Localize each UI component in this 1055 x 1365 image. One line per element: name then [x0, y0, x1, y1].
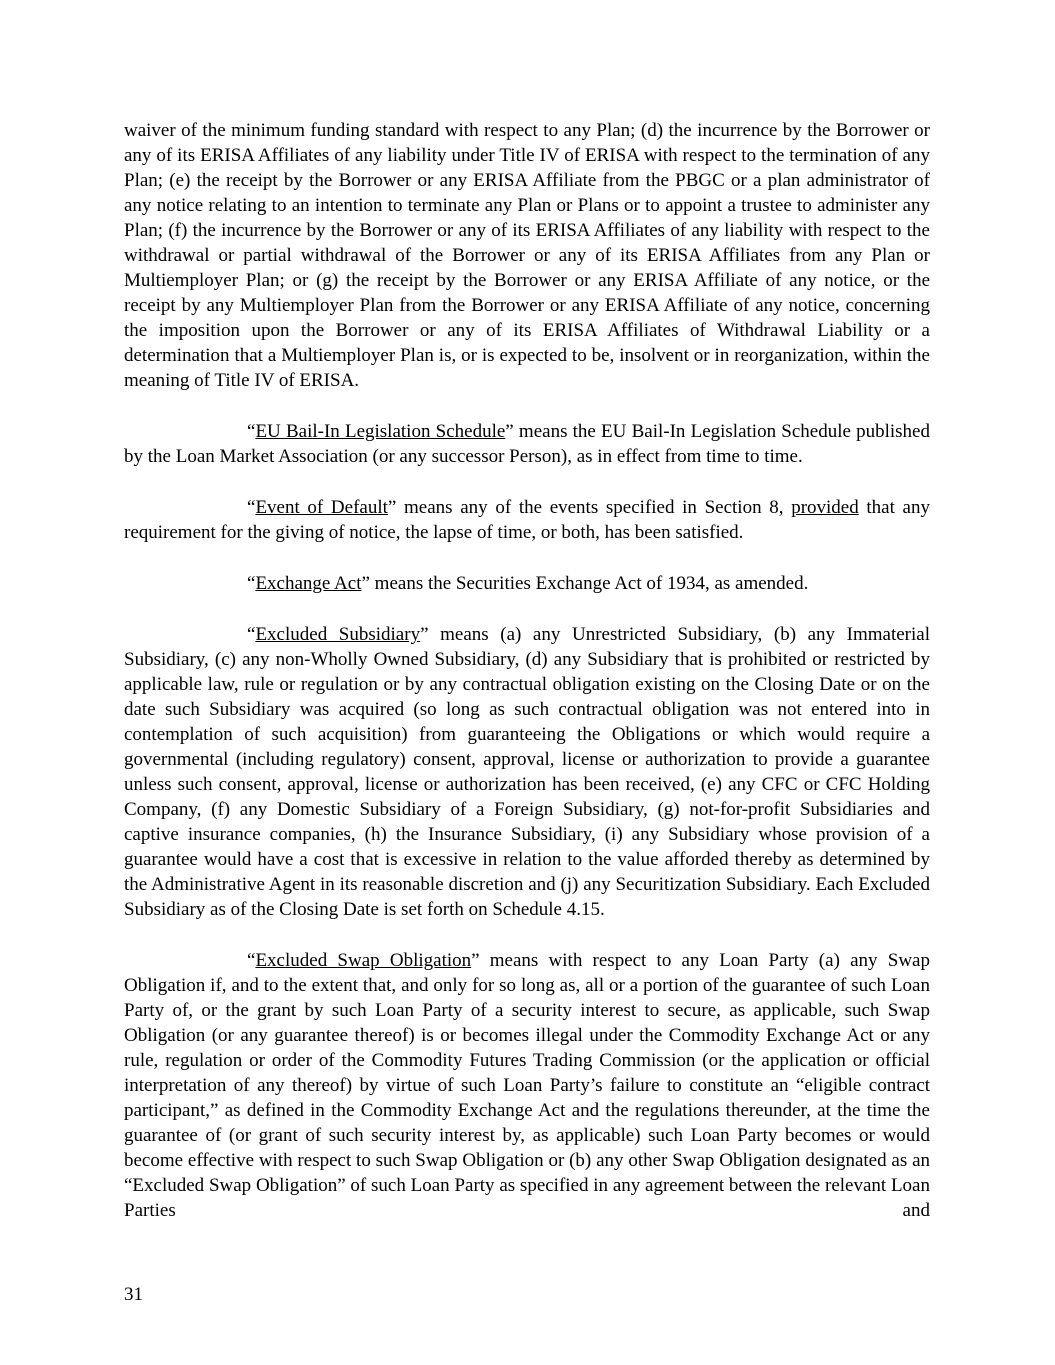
text-run: ” means the EU Bail-In Legislation Schedule published by the Loan Market Association (or any successor Person), as in effect from time to time.	[124, 421, 930, 467]
text-run: that any requirement for the giving of notice, the lapse of time, or both, has been satisfied.	[124, 497, 930, 543]
text-run: ” means with respect to any Loan Party (a) any Swap Obligation if, and to the extent that, and only for so long as, all or a portion of the guarantee of such Loan Party of, or the grant by such Loan Party of a security interest to secure, as applicable, such Swap Obligation (or any guarantee thereof) is or becomes illegal under the Commodity Exchange Act or any rule, regulation or order of the Commodity Futures Trading Commission (or the application or official interpretation of any thereof) by virtue of such Loan Party’s failure to constitute an “eligible contract participant,” as defined in the Commodity Exchange Act and the regulations thereunder, at the time the guarantee of (or grant of such security interest by, as applicable) such Loan Party becomes or would become effective with respect to such Swap Obligation or (b) any other Swap Obligation designated as an “Excluded Swap Obligation” of such Loan Party as specified in any agreement between the relevant Loan Parties and	[124, 950, 930, 1221]
defined-term: Event of Default	[255, 497, 388, 518]
document-body	[124, 118, 930, 1223]
paragraph	[124, 118, 930, 393]
text-run: “	[247, 624, 256, 645]
defined-term: provided	[791, 497, 859, 518]
text-run: “	[247, 950, 256, 971]
paragraph	[124, 571, 930, 596]
paragraph	[124, 495, 930, 545]
paragraph	[124, 622, 930, 922]
defined-term: Excluded Swap Obligation	[255, 950, 472, 971]
paragraph	[124, 419, 930, 469]
defined-term: Excluded Subsidiary	[255, 624, 421, 645]
text-run: ” means (a) any Unrestricted Subsidiary, (b) any Immaterial Subsidiary, (c) any non-Wholly Owned Subsidiary, (d) any Subsidiary that is prohibited or restricted by applicable law, rule or regulation or by any contractual obligation existing on the Closing Date or on the date such Subsidiary was acquired (so long as such contractual obligation was not entered into in contemplation of such acquisition) from guaranteeing the Obligations or which would require a governmental (including regulatory) consent, approval, license or authorization to provide a guarantee unless such consent, approval, license or authorization has been received, (e) any CFC or CFC Holding Company, (f) any Domestic Subsidiary of a Foreign Subsidiary, (g) not-for-profit Subsidiaries and captive insurance companies, (h) the Insurance Subsidiary, (i) any Subsidiary whose provision of a guarantee would have a cost that is excessive in relation to the value afforded thereby as determined by the Administrative Agent in its reasonable discretion and (j) any Securitization Subsidiary. Each Excluded Subsidiary as of the Closing Date is set forth on Schedule 4.15.	[124, 624, 930, 920]
paragraph	[124, 948, 930, 1223]
page-number: 31	[124, 1284, 143, 1305]
defined-term: Exchange Act	[255, 573, 362, 594]
text-run: waiver of the minimum funding standard with respect to any Plan; (d) the incurrence by the Borrower or any of its ERISA Affiliates of any liability under Title IV of ERISA with respect to the termination of any Plan; (e) the receipt by the Borrower or any ERISA Affiliate from the PBGC or a plan administrator of any notice relating to an intention to terminate any Plan or Plans or to appoint a trustee to administer any Plan; (f) the incurrence by the Borrower or any of its ERISA Affiliates of any liability with respect to the withdrawal or partial withdrawal of the Borrower or any of its ERISA Affiliates from any Plan or Multiemployer Plan; or (g) the receipt by the Borrower or any ERISA Affiliate of any notice, or the receipt by any Multiemployer Plan from the Borrower or any ERISA Affiliate of any notice, concerning the imposition upon the Borrower or any of its ERISA Affiliates of Withdrawal Liability or a determination that a Multiemployer Plan is, or is expected to be, insolvent or in reorganization, within the meaning of Title IV of ERISA.	[124, 120, 930, 391]
text-run: ” means the Securities Exchange Act of 1934, as amended.	[361, 573, 809, 594]
text-run: “	[247, 573, 256, 594]
text-run: ” means any of the events specified in Section 8,	[387, 497, 792, 518]
text-run: “	[247, 421, 256, 442]
text-run: “	[247, 497, 256, 518]
defined-term: EU Bail-In Legislation Schedule	[255, 421, 506, 442]
